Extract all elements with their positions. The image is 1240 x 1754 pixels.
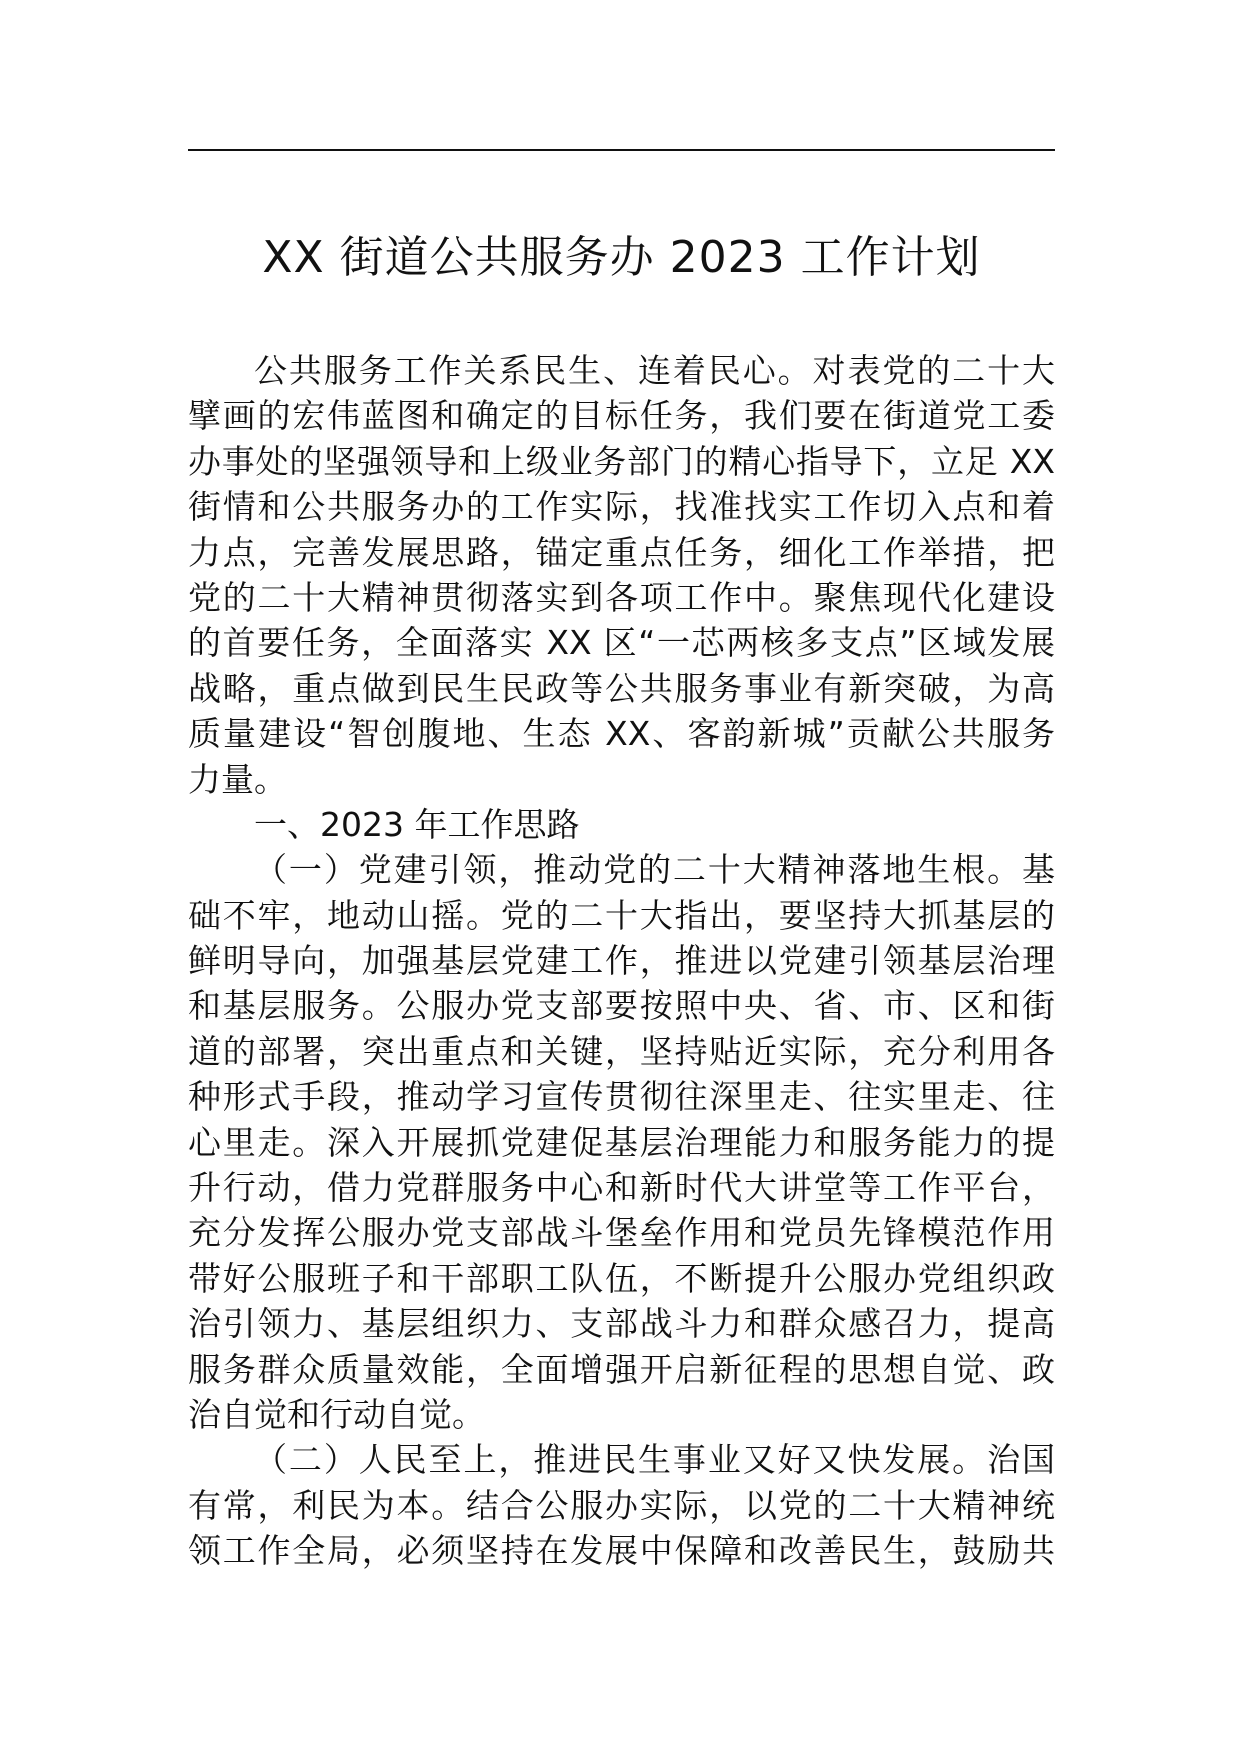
paragraph-1-line-8: 战略，重点做到民生民政等公共服务事业有新突破，为高 — [188, 668, 1055, 708]
paragraph-1-line-7: 的首要任务，全面落实 XX 区“一芯两核多支点”区域发展 — [188, 623, 1055, 663]
paragraph-3-line-1: （二）人民至上，推进民生事业又好又快发展。治国 — [254, 1440, 1055, 1480]
paragraph-1-line-1: 公共服务工作关系民生、连着民心。对表党的二十大 — [254, 351, 1055, 390]
paragraph-1-line-5: 力点，完善发展思路，锚定重点任务，细化工作举措，把 — [188, 532, 1055, 572]
paragraph-3-line-2: 有常，利民为本。结合公服办实际，以党的二十大精神统 — [188, 1485, 1055, 1525]
paragraph-2-line-6: 种形式手段，推动学习宣传贯彻往深里走、往实里走、往 — [188, 1077, 1055, 1117]
paragraph-3-line-3: 领工作全局，必须坚持在发展中保障和改善民生，鼓励共 — [188, 1531, 1055, 1571]
paragraph-2-line-12: 服务群众质量效能，全面增强开启新征程的思想自觉、政 — [188, 1349, 1055, 1389]
paragraph-2-line-2: 础不牢，地动山摇。党的二十大指出，要坚持大抓基层的 — [188, 895, 1055, 935]
paragraph-1-line-6: 党的二十大精神贯彻落实到各项工作中。聚焦现代化建设 — [188, 577, 1055, 617]
section-heading: 一、2023 年工作思路 — [254, 804, 580, 844]
paragraph-2-line-9: 充分发挥公服办党支部战斗堡垒作用和党员先锋模范作用 — [188, 1213, 1055, 1253]
paragraph-2-line-1: （一）党建引领，推动党的二十大精神落地生根。基 — [254, 850, 1055, 890]
paragraph-2-line-7: 心里走。深入开展抓党建促基层治理能力和服务能力的提 — [188, 1122, 1055, 1162]
paragraph-2-line-3: 鲜明导向，加强基层党建工作，推进以党建引领基层治理 — [188, 941, 1055, 981]
paragraph-2-line-13: 治自觉和行动自觉。 — [188, 1394, 485, 1434]
paragraph-1-line-2: 擘画的宏伟蓝图和确定的目标任务，我们要在街道党工委 — [188, 396, 1055, 436]
header-rule — [188, 149, 1055, 151]
paragraph-1-line-3: 办事处的坚强领导和上级业务部门的精心指导下，立足 XX — [188, 441, 1055, 481]
paragraph-2-line-8: 升行动，借力党群服务中心和新时代大讲堂等工作平台， — [188, 1168, 1055, 1208]
document-title: XX 街道公共服务办 2023 工作计划 — [262, 232, 981, 283]
paragraph-1-line-4: 街情和公共服务办的工作实际，找准找实工作切入点和着 — [188, 487, 1055, 527]
paragraph-2-line-11: 治引领力、基层组织力、支部战斗力和群众感召力，提高 — [188, 1304, 1055, 1344]
paragraph-1-line-10: 力量。 — [188, 759, 287, 799]
paragraph-2-line-5: 道的部署，突出重点和关键，坚持贴近实际，充分利用各 — [188, 1031, 1055, 1071]
paragraph-1-line-9: 质量建设“智创腹地、生态 XX、客韵新城”贡献公共服务 — [188, 714, 1055, 754]
paragraph-2-line-4: 和基层服务。公服办党支部要按照中央、省、市、区和街 — [188, 986, 1055, 1026]
document-body — [188, 348, 1055, 1574]
paragraph-2-line-10: 带好公服班子和干部职工队伍，不断提升公服办党组织政 — [188, 1258, 1055, 1298]
